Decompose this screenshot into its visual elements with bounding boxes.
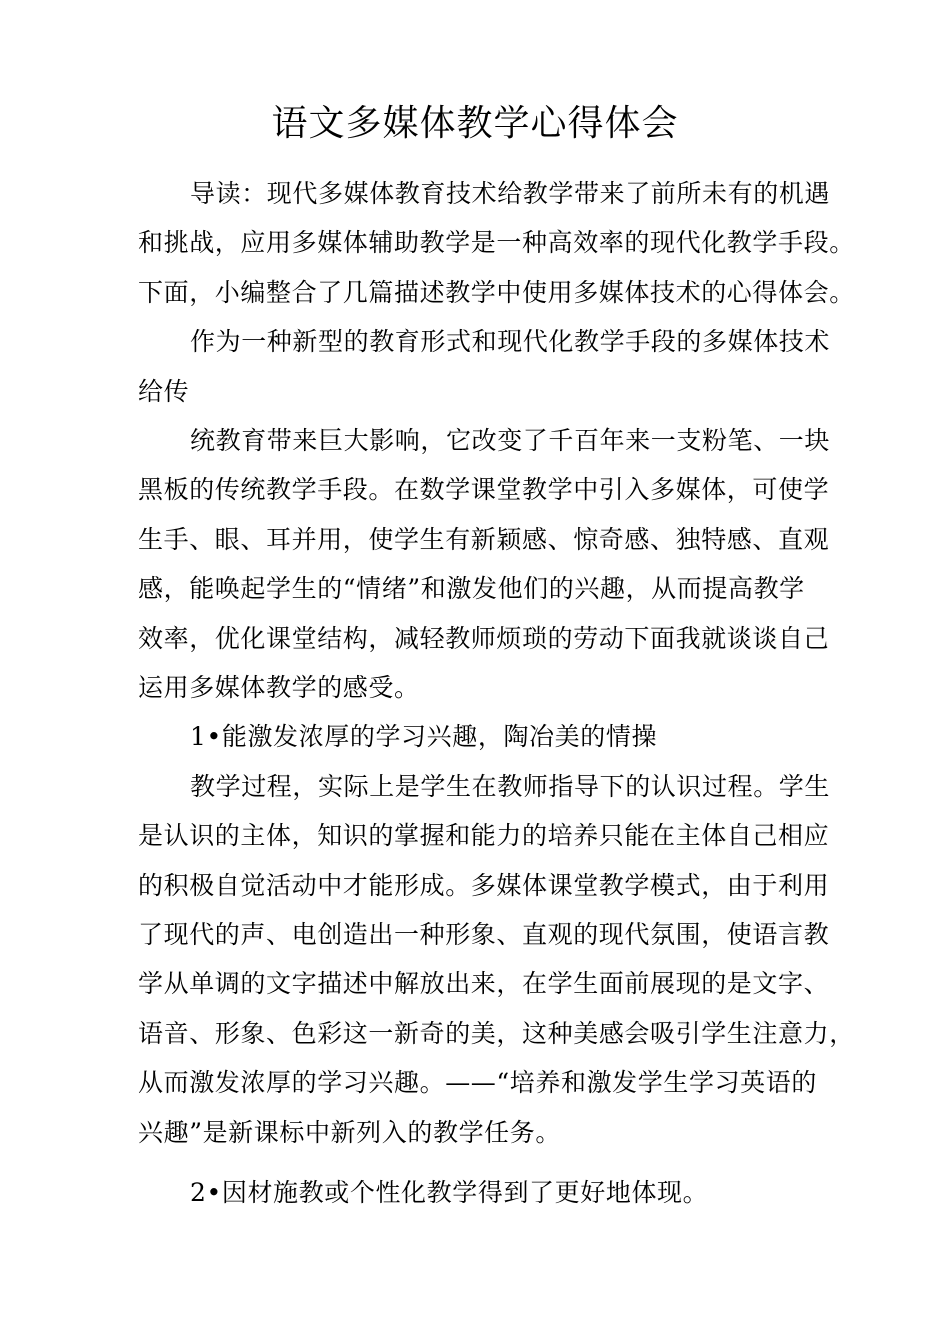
paragraph-line: 作为一种新型的教育形式和现代化教学手段的多媒体技术 (190, 327, 831, 356)
section-heading: 2•因材施教或个性化教学得到了更好地体现。 (190, 1178, 709, 1207)
paragraph-line: 效率，优化课堂结构，减轻教师烦琐的劳动下面我就谈谈自己 (138, 624, 830, 653)
paragraph-line: 教学过程，实际上是学生在教师指导下的认识过程。学生 (190, 772, 831, 801)
paragraph-line: 给传 (138, 377, 190, 406)
paragraph-line: 是认识的主体，知识的掌握和能力的培养只能在主体自己相应 (138, 821, 830, 850)
section-heading: 1•能激发浓厚的学习兴趣，陶冶美的情操 (190, 722, 658, 751)
paragraph-line: 黑板的传统教学手段。在数学课堂教学中引入多媒体，可使学 (138, 475, 830, 504)
paragraph-line: 运用多媒体教学的感受。 (138, 673, 420, 702)
paragraph-line: 兴趣”是新课标中新列入的教学任务。 (138, 1118, 561, 1147)
paragraph-line: 和挑战，应用多媒体辅助教学是一种高效率的现代化教学手段。 (138, 228, 855, 257)
paragraph-line: 语音、形象、色彩这一新奇的美，这种美感会吸引学生注意力， (138, 1019, 855, 1048)
paragraph-line: 学从单调的文字描述中解放出来，在学生面前展现的是文字、 (138, 969, 830, 998)
document-title: 语文多媒体教学心得体会 (271, 103, 679, 144)
paragraph-line: 生手、眼、耳并用，使学生有新颖感、惊奇感、独特感、直观 (138, 525, 830, 554)
paragraph-line: 统教育带来巨大影响，它改变了千百年来一支粉笔、一块 (190, 426, 831, 455)
paragraph-line: 下面，小编整合了几篇描述教学中使用多媒体技术的心得体会。 (138, 278, 855, 307)
paragraph-line: 感，能唤起学生的“情绪”和激发他们的兴趣，从而提高教学 (138, 574, 805, 603)
paragraph-line: 的积极自觉活动中才能形成。多媒体课堂教学模式，由于利用 (138, 871, 830, 900)
paragraph-line: 从而激发浓厚的学习兴趣。——“培养和激发学生学习英语的 (138, 1068, 817, 1097)
paragraph-line: 导读：现代多媒体教育技术给教学带来了前所未有的机遇 (190, 179, 831, 208)
paragraph-line: 了现代的声、电创造出一种形象、直观的现代氛围，使语言教 (138, 920, 830, 949)
